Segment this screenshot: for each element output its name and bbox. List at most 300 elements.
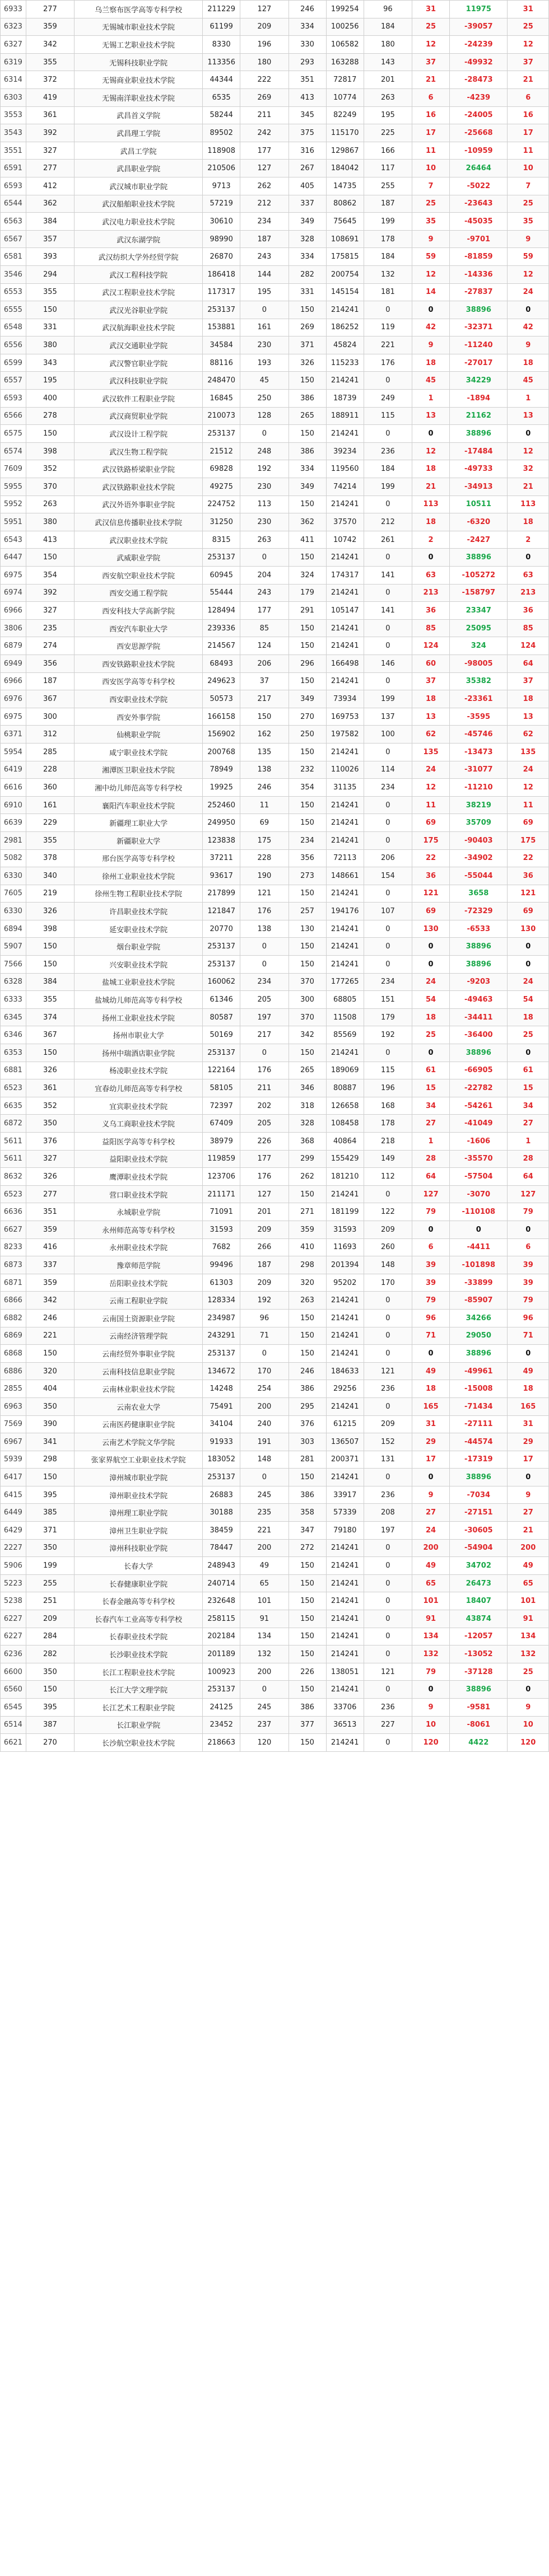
diff-cell: 91	[508, 1610, 549, 1628]
value-cell: 75645	[326, 213, 364, 231]
value-cell: 119859	[203, 1150, 240, 1168]
diff-cell: 0	[412, 938, 450, 956]
value-cell: 150	[289, 1185, 326, 1203]
value-cell: 119	[364, 319, 412, 336]
school-code-cell: 6345	[1, 1008, 26, 1026]
value-cell: 205	[240, 1115, 289, 1133]
value-cell: 0	[364, 814, 412, 832]
value-cell: 0	[364, 1327, 412, 1345]
diff-cell: 13	[412, 708, 450, 726]
school-code-cell: 6333	[1, 991, 26, 1009]
value-cell: 169753	[326, 708, 364, 726]
rank-diff-cell: -41049	[450, 1115, 508, 1133]
diff-cell: 49	[508, 1557, 549, 1575]
diff-cell: 0	[412, 1221, 450, 1238]
score-cell: 320	[26, 1362, 74, 1380]
score-cell: 274	[26, 637, 74, 655]
value-cell: 11	[240, 796, 289, 814]
diff-cell: 35	[508, 213, 549, 231]
score-cell: 400	[26, 390, 74, 408]
value-cell: 0	[240, 1044, 289, 1062]
diff-cell: 0	[508, 1469, 549, 1486]
value-cell: 129867	[326, 142, 364, 160]
value-cell: 356	[289, 849, 326, 867]
value-cell: 0	[364, 1734, 412, 1752]
diff-cell: 165	[508, 1397, 549, 1415]
score-cell: 351	[26, 1203, 74, 1221]
school-name-cell: 益阳职业技术学院	[75, 1150, 203, 1168]
diff-cell: 61	[412, 1062, 450, 1079]
value-cell: 0	[364, 549, 412, 567]
school-name-cell: 永州职业技术学院	[75, 1238, 203, 1256]
value-cell: 334	[289, 18, 326, 36]
value-cell: 145154	[326, 283, 364, 301]
value-cell: 37	[240, 672, 289, 690]
value-cell: 214241	[326, 1681, 364, 1699]
school-name-cell: 武汉商贸职业学院	[75, 407, 203, 425]
value-cell: 0	[364, 1292, 412, 1310]
diff-cell: 25	[412, 195, 450, 213]
value-cell: 230	[240, 513, 289, 531]
school-name-cell: 张家界航空工业职业技术学院	[75, 1451, 203, 1469]
table-row	[1, 619, 549, 637]
value-cell: 271	[289, 1203, 326, 1221]
rank-diff-cell: -9581	[450, 1699, 508, 1717]
score-cell: 150	[26, 1345, 74, 1363]
rank-diff-cell: -45746	[450, 726, 508, 744]
diff-cell: 85	[508, 619, 549, 637]
diff-cell: 27	[508, 1115, 549, 1133]
value-cell: 214241	[326, 1469, 364, 1486]
rank-diff-cell: -72329	[450, 903, 508, 920]
diff-cell: 0	[412, 1044, 450, 1062]
value-cell: 206	[364, 849, 412, 867]
school-code-cell: 6314	[1, 71, 26, 89]
table-row	[1, 1645, 549, 1663]
value-cell: 281	[289, 1451, 326, 1469]
value-cell: 211229	[203, 1, 240, 18]
table-row	[1, 18, 549, 36]
school-name-cell: 襄阳汽车职业技术学院	[75, 796, 203, 814]
school-code-cell: 3543	[1, 124, 26, 142]
value-cell: 138	[240, 761, 289, 779]
value-cell: 0	[364, 637, 412, 655]
value-cell: 67409	[203, 1115, 240, 1133]
value-cell: 413	[289, 88, 326, 106]
value-cell: 184042	[326, 160, 364, 177]
diff-cell: 12	[412, 36, 450, 54]
value-cell: 150	[289, 1645, 326, 1663]
school-code-cell: 6543	[1, 531, 26, 549]
diff-cell: 13	[508, 407, 549, 425]
value-cell: 138	[240, 920, 289, 938]
diff-cell: 25	[412, 1026, 450, 1044]
diff-cell: 14	[412, 283, 450, 301]
score-cell: 359	[26, 1221, 74, 1238]
value-cell: 249950	[203, 814, 240, 832]
diff-cell: 0	[508, 1681, 549, 1699]
score-cell: 235	[26, 619, 74, 637]
score-cell: 350	[26, 1539, 74, 1557]
value-cell: 176	[240, 1168, 289, 1186]
value-cell: 218	[364, 1133, 412, 1151]
score-cell: 392	[26, 584, 74, 602]
value-cell: 16845	[203, 390, 240, 408]
diff-cell: 31	[412, 1415, 450, 1433]
diff-cell: 113	[412, 495, 450, 513]
school-name-cell: 云南医药健康职业学院	[75, 1415, 203, 1433]
diff-cell: 61	[508, 1062, 549, 1079]
value-cell: 200	[240, 1663, 289, 1681]
school-code-cell: 6616	[1, 779, 26, 797]
diff-cell: 12	[508, 779, 549, 797]
diff-cell: 175	[508, 831, 549, 849]
rank-diff-cell: -85907	[450, 1292, 508, 1310]
value-cell: 161	[240, 319, 289, 336]
value-cell: 124	[240, 637, 289, 655]
table-row	[1, 106, 549, 124]
score-cell: 350	[26, 1663, 74, 1681]
value-cell: 31593	[203, 1221, 240, 1238]
table-row	[1, 602, 549, 620]
score-cell: 150	[26, 1044, 74, 1062]
diff-cell: 165	[412, 1397, 450, 1415]
rank-diff-cell: -34913	[450, 478, 508, 496]
value-cell: 253137	[203, 1044, 240, 1062]
value-cell: 239336	[203, 619, 240, 637]
value-cell: 78447	[203, 1539, 240, 1557]
score-cell: 372	[26, 71, 74, 89]
diff-cell: 175	[412, 831, 450, 849]
table-row	[1, 1504, 549, 1522]
value-cell: 253137	[203, 956, 240, 974]
rank-diff-cell: -39057	[450, 18, 508, 36]
rank-diff-cell: 34266	[450, 1309, 508, 1327]
school-name-cell: 扬州工业职业技术学院	[75, 1008, 203, 1026]
value-cell: 100256	[326, 18, 364, 36]
table-row	[1, 1433, 549, 1451]
diff-cell: 45	[508, 372, 549, 390]
table-row	[1, 1663, 549, 1681]
score-cell: 384	[26, 213, 74, 231]
score-cell: 326	[26, 1168, 74, 1186]
school-name-cell: 宜宾职业技术学院	[75, 1097, 203, 1115]
value-cell: 193	[240, 354, 289, 372]
table-row	[1, 1345, 549, 1363]
value-cell: 334	[289, 248, 326, 266]
diff-cell: 91	[412, 1610, 450, 1628]
value-cell: 162	[240, 726, 289, 744]
table-row	[1, 1203, 549, 1221]
diff-cell: 24	[508, 973, 549, 991]
score-cell: 340	[26, 867, 74, 885]
school-code-cell: 6557	[1, 372, 26, 390]
table-row	[1, 177, 549, 195]
table-row	[1, 1309, 549, 1327]
diff-cell: 0	[508, 301, 549, 319]
value-cell: 214241	[326, 1592, 364, 1610]
school-name-cell: 盐城幼儿师范高等专科学校	[75, 991, 203, 1009]
value-cell: 195	[364, 106, 412, 124]
diff-cell: 96	[412, 1309, 450, 1327]
value-cell: 19925	[203, 779, 240, 797]
table-row	[1, 1327, 549, 1345]
school-code-cell: 6303	[1, 88, 26, 106]
table-row	[1, 1097, 549, 1115]
value-cell: 121	[240, 885, 289, 903]
table-row	[1, 903, 549, 920]
school-code-cell: 6419	[1, 761, 26, 779]
table-row	[1, 513, 549, 531]
score-cell: 150	[26, 301, 74, 319]
value-cell: 214241	[326, 637, 364, 655]
school-name-cell: 长沙航空职业技术学院	[75, 1734, 203, 1752]
rank-diff-cell: -13473	[450, 743, 508, 761]
value-cell: 79180	[326, 1522, 364, 1540]
value-cell: 200371	[326, 1451, 364, 1469]
value-cell: 130	[289, 920, 326, 938]
table-row	[1, 1574, 549, 1592]
value-cell: 166158	[203, 708, 240, 726]
value-cell: 69828	[203, 460, 240, 478]
diff-cell: 9	[508, 336, 549, 354]
value-cell: 141	[364, 567, 412, 585]
value-cell: 248943	[203, 1557, 240, 1575]
value-cell: 0	[364, 938, 412, 956]
value-cell: 236	[364, 1699, 412, 1717]
school-name-cell: 西安外事学院	[75, 708, 203, 726]
value-cell: 371	[289, 336, 326, 354]
school-name-cell: 武汉东湖学院	[75, 230, 203, 248]
value-cell: 121	[364, 1663, 412, 1681]
value-cell: 128494	[203, 602, 240, 620]
value-cell: 96	[364, 1, 412, 18]
value-cell: 386	[289, 1486, 326, 1504]
value-cell: 153881	[203, 319, 240, 336]
school-code-cell: 6882	[1, 1309, 26, 1327]
school-name-cell: 武汉信息传播职业技术学院	[75, 513, 203, 531]
value-cell: 257	[289, 903, 326, 920]
rank-diff-cell: 38896	[450, 301, 508, 319]
school-code-cell: 8632	[1, 1168, 26, 1186]
diff-cell: 37	[508, 53, 549, 71]
value-cell: 211	[240, 106, 289, 124]
diff-cell: 132	[412, 1645, 450, 1663]
diff-cell: 130	[412, 920, 450, 938]
value-cell: 265	[289, 1062, 326, 1079]
rank-diff-cell: 35709	[450, 814, 508, 832]
value-cell: 0	[364, 1397, 412, 1415]
value-cell: 201189	[203, 1645, 240, 1663]
value-cell: 80587	[203, 1008, 240, 1026]
school-code-cell: 5951	[1, 513, 26, 531]
value-cell: 214241	[326, 1574, 364, 1592]
value-cell: 200768	[203, 743, 240, 761]
table-row	[1, 779, 549, 797]
school-code-cell: 5238	[1, 1592, 26, 1610]
diff-cell: 0	[412, 956, 450, 974]
school-name-cell: 无锡南洋职业技术学院	[75, 88, 203, 106]
score-cell: 356	[26, 654, 74, 672]
school-code-cell: 5952	[1, 495, 26, 513]
diff-cell: 69	[508, 903, 549, 920]
diff-cell: 71	[508, 1327, 549, 1345]
value-cell: 179	[364, 1008, 412, 1026]
value-cell: 232648	[203, 1592, 240, 1610]
value-cell: 296	[289, 654, 326, 672]
value-cell: 38459	[203, 1522, 240, 1540]
value-cell: 191	[240, 1433, 289, 1451]
rank-diff-cell: -1606	[450, 1133, 508, 1151]
rank-diff-cell: -98005	[450, 654, 508, 672]
school-code-cell: 5939	[1, 1451, 26, 1469]
value-cell: 72113	[326, 849, 364, 867]
rank-diff-cell: -32371	[450, 319, 508, 336]
value-cell: 0	[240, 1345, 289, 1363]
value-cell: 121847	[203, 903, 240, 920]
diff-cell: 101	[412, 1592, 450, 1610]
diff-cell: 9	[412, 230, 450, 248]
table-row	[1, 1628, 549, 1645]
diff-cell: 1	[412, 1133, 450, 1151]
diff-cell: 7	[508, 177, 549, 195]
value-cell: 65	[240, 1574, 289, 1592]
score-cell: 294	[26, 265, 74, 283]
diff-cell: 127	[412, 1185, 450, 1203]
table-row	[1, 213, 549, 231]
diff-cell: 60	[412, 654, 450, 672]
school-name-cell: 新疆职业大学	[75, 831, 203, 849]
value-cell: 113	[240, 495, 289, 513]
rank-diff-cell: -31077	[450, 761, 508, 779]
value-cell: 331	[289, 283, 326, 301]
value-cell: 150	[289, 938, 326, 956]
diff-cell: 69	[508, 814, 549, 832]
value-cell: 265	[289, 407, 326, 425]
value-cell: 214241	[326, 584, 364, 602]
value-cell: 0	[364, 1309, 412, 1327]
value-cell: 210506	[203, 160, 240, 177]
school-name-cell: 漳州城市职业学院	[75, 1469, 203, 1486]
diff-cell: 124	[412, 637, 450, 655]
score-cell: 357	[26, 230, 74, 248]
value-cell: 202	[240, 1097, 289, 1115]
diff-cell: 37	[412, 53, 450, 71]
diff-cell: 65	[508, 1574, 549, 1592]
score-cell: 352	[26, 1097, 74, 1115]
value-cell: 376	[289, 1415, 326, 1433]
diff-cell: 69	[412, 814, 450, 832]
value-cell: 45	[240, 372, 289, 390]
school-code-cell: 5611	[1, 1133, 26, 1151]
school-code-cell: 6621	[1, 1734, 26, 1752]
rank-diff-cell: -27151	[450, 1504, 508, 1522]
value-cell: 176	[240, 1062, 289, 1079]
diff-cell: 27	[508, 1504, 549, 1522]
score-cell: 342	[26, 36, 74, 54]
school-name-cell: 西安交通工程学院	[75, 584, 203, 602]
value-cell: 80862	[326, 195, 364, 213]
rank-diff-cell: -37128	[450, 1663, 508, 1681]
value-cell: 328	[289, 230, 326, 248]
diff-cell: 200	[508, 1539, 549, 1557]
table-row	[1, 584, 549, 602]
value-cell: 214241	[326, 425, 364, 443]
value-cell: 205	[240, 991, 289, 1009]
value-cell: 150	[289, 1628, 326, 1645]
diff-cell: 16	[412, 106, 450, 124]
diff-cell: 0	[412, 549, 450, 567]
diff-cell: 79	[412, 1292, 450, 1310]
diff-cell: 18	[508, 690, 549, 708]
school-code-cell: 6523	[1, 1079, 26, 1097]
table-row	[1, 1062, 549, 1079]
school-name-cell: 云南科技信息职业学院	[75, 1362, 203, 1380]
value-cell: 150	[289, 1345, 326, 1363]
school-name-cell: 武昌理工学院	[75, 124, 203, 142]
table-row	[1, 690, 549, 708]
value-cell: 0	[364, 301, 412, 319]
value-cell: 143	[364, 53, 412, 71]
score-cell: 312	[26, 726, 74, 744]
school-code-cell: 3551	[1, 142, 26, 160]
diff-cell: 31	[508, 1415, 549, 1433]
value-cell: 149	[364, 1150, 412, 1168]
diff-cell: 96	[508, 1309, 549, 1327]
score-cell: 199	[26, 1557, 74, 1575]
value-cell: 258115	[203, 1610, 240, 1628]
school-code-cell: 2981	[1, 831, 26, 849]
diff-cell: 9	[508, 1699, 549, 1717]
value-cell: 202184	[203, 1628, 240, 1645]
value-cell: 127	[240, 1185, 289, 1203]
school-name-cell: 盐城工业职业技术学院	[75, 973, 203, 991]
score-cell: 150	[26, 1469, 74, 1486]
diff-cell: 25	[508, 1663, 549, 1681]
school-code-cell: 5223	[1, 1574, 26, 1592]
diff-cell: 9	[412, 336, 450, 354]
diff-cell: 6	[412, 88, 450, 106]
school-code-cell: 6636	[1, 1203, 26, 1221]
diff-cell: 17	[508, 1451, 549, 1469]
value-cell: 150	[289, 1557, 326, 1575]
value-cell: 174317	[326, 567, 364, 585]
school-name-cell: 西安航空职业技术学院	[75, 567, 203, 585]
diff-cell: 2	[508, 531, 549, 549]
value-cell: 148661	[326, 867, 364, 885]
table-row	[1, 442, 549, 460]
diff-cell: 18	[508, 513, 549, 531]
value-cell: 214241	[326, 814, 364, 832]
value-cell: 150	[289, 796, 326, 814]
diff-cell: 10	[412, 160, 450, 177]
school-code-cell: 6545	[1, 1699, 26, 1717]
value-cell: 33917	[326, 1486, 364, 1504]
score-cell: 326	[26, 903, 74, 920]
rank-diff-cell: 324	[450, 637, 508, 655]
value-cell: 0	[240, 301, 289, 319]
score-cell: 380	[26, 336, 74, 354]
school-code-cell: 6514	[1, 1716, 26, 1734]
value-cell: 127	[240, 1, 289, 18]
table-row	[1, 973, 549, 991]
value-cell: 214241	[326, 1292, 364, 1310]
value-cell: 146	[364, 654, 412, 672]
value-cell: 123706	[203, 1168, 240, 1186]
rank-diff-cell: -11210	[450, 779, 508, 797]
value-cell: 44344	[203, 71, 240, 89]
diff-cell: 132	[508, 1645, 549, 1663]
